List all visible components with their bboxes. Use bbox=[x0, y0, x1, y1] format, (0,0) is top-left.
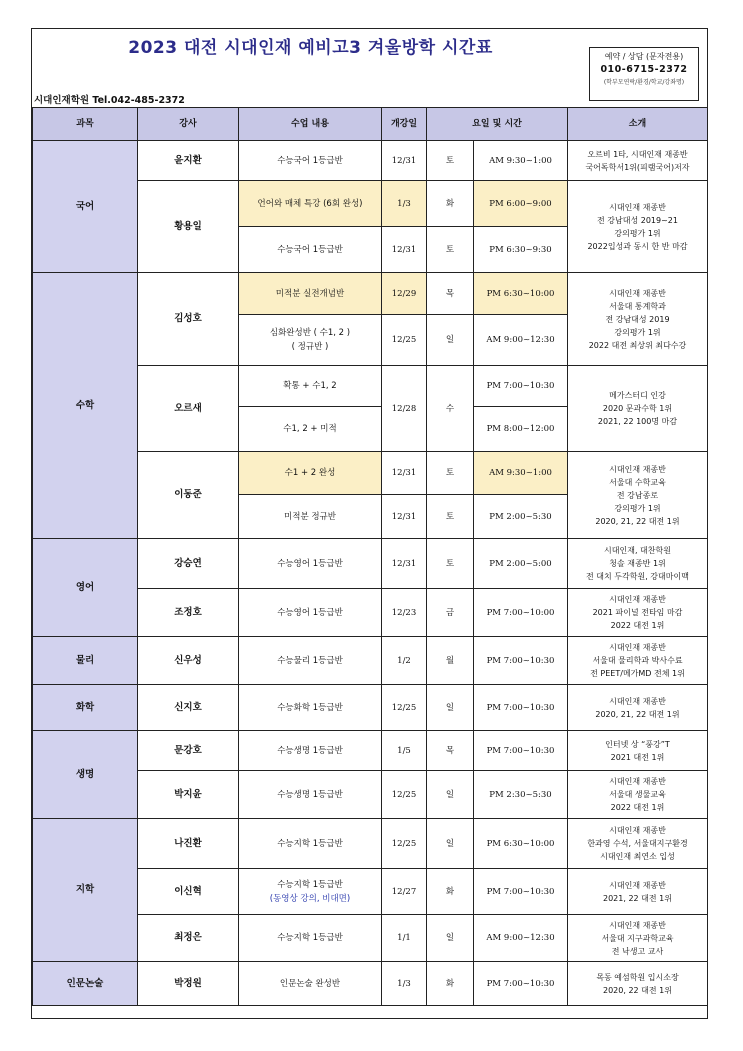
col-day-time: 요일 및 시간 bbox=[427, 108, 568, 141]
time-cell: PM 7:00~10:30 bbox=[474, 637, 568, 685]
intro-cell: 시대인재, 대찬학원 청솔 재종반 1위 전 대치 두각학원, 강대마이맥 bbox=[568, 539, 708, 589]
start-cell: 12/28 bbox=[382, 366, 427, 452]
start-cell: 12/31 bbox=[382, 141, 427, 181]
start-cell: 12/31 bbox=[382, 227, 427, 273]
start-cell: 1/5 bbox=[382, 731, 427, 771]
intro-cell: 시대인재 재종반 2020, 21, 22 대전 1위 bbox=[568, 685, 708, 731]
start-cell: 12/25 bbox=[382, 685, 427, 731]
time-cell: PM 8:00~12:00 bbox=[474, 407, 568, 452]
schedule-table bbox=[32, 107, 708, 1006]
content-cell: 미적분 정규반 bbox=[239, 495, 382, 539]
intro-cell: 오르비 1타, 시대인재 재종반 국어독학서1위(피램국어)저자 bbox=[568, 141, 708, 181]
day-cell: 토 bbox=[427, 452, 474, 495]
table-row bbox=[33, 141, 708, 181]
start-cell: 12/25 bbox=[382, 315, 427, 366]
start-cell: 12/25 bbox=[382, 771, 427, 819]
page-title: 2023 대전 시대인재 예비고3 겨울방학 시간표 bbox=[128, 38, 493, 58]
start-cell: 1/2 bbox=[382, 637, 427, 685]
start-cell: 12/23 bbox=[382, 589, 427, 637]
teacher-cell: 조정호 bbox=[138, 589, 239, 637]
content-cell: 수능지학 1등급반 bbox=[239, 915, 382, 962]
teacher-cell: 황용일 bbox=[138, 181, 239, 273]
col-teacher: 강사 bbox=[138, 108, 239, 141]
content-cell: 심화완성반 ( 수1, 2 ) ( 정규반 ) bbox=[239, 315, 382, 366]
start-cell: 12/29 bbox=[382, 273, 427, 315]
time-cell: PM 6:30~9:30 bbox=[474, 227, 568, 273]
start-cell: 12/25 bbox=[382, 819, 427, 869]
teacher-cell: 박지윤 bbox=[138, 771, 239, 819]
contact-box bbox=[589, 47, 699, 101]
table-row bbox=[33, 731, 708, 771]
intro-cell: 시대인재 재종반 전 강남대성 2019~21 강의평가 1위 2022입성과 동시 한 반 마감 bbox=[568, 181, 708, 273]
col-subject: 과목 bbox=[33, 108, 138, 141]
subject-cell: 지학 bbox=[33, 819, 138, 962]
day-cell: 토 bbox=[427, 495, 474, 539]
intro-cell: 시대인재 재종반 서울대 수학교육 전 강남종로 강의평가 1위 2020, 21, 22 대전 1위 bbox=[568, 452, 708, 539]
time-cell: AM 9:30~1:00 bbox=[474, 141, 568, 181]
col-start: 개강일 bbox=[382, 108, 427, 141]
table-row bbox=[33, 637, 708, 685]
day-cell: 화 bbox=[427, 869, 474, 915]
teacher-cell: 오르새 bbox=[138, 366, 239, 452]
time-cell: PM 6:30~10:00 bbox=[474, 273, 568, 315]
intro-cell: 시대인재 재종반 서울대 생물교육 2022 대전 1위 bbox=[568, 771, 708, 819]
intro-cell: 시대인재 재종반 한과영 수석, 서울대지구환경 시대인재 최연소 입성 bbox=[568, 819, 708, 869]
teacher-cell: 이동준 bbox=[138, 452, 239, 539]
teacher-cell: 이신혁 bbox=[138, 869, 239, 915]
subject-cell: 영어 bbox=[33, 539, 138, 637]
time-cell: PM 2:30~5:30 bbox=[474, 771, 568, 819]
subject-cell: 국어 bbox=[33, 141, 138, 273]
col-intro: 소개 bbox=[568, 108, 708, 141]
day-cell: 토 bbox=[427, 227, 474, 273]
start-cell: 12/31 bbox=[382, 539, 427, 589]
intro-cell: 메가스터디 인강 2020 문과수학 1위 2021, 22 100명 마감 bbox=[568, 366, 708, 452]
time-cell: PM 2:00~5:00 bbox=[474, 539, 568, 589]
time-cell: AM 9:00~12:30 bbox=[474, 315, 568, 366]
time-cell: PM 7:00~10:30 bbox=[474, 962, 568, 1006]
intro-cell: 시대인재 재종반 서울대 지구과학교육 전 낙생고 교사 bbox=[568, 915, 708, 962]
content-cell: 미적분 실전개념반 bbox=[239, 273, 382, 315]
day-cell: 일 bbox=[427, 771, 474, 819]
content-cell: 수능생명 1등급반 bbox=[239, 771, 382, 819]
day-cell: 금 bbox=[427, 589, 474, 637]
time-cell: AM 9:30~1:00 bbox=[474, 452, 568, 495]
contact-label: 예약 / 상담 (문자전용) bbox=[604, 52, 684, 61]
content-cell: 수1, 2 + 미적 bbox=[239, 407, 382, 452]
teacher-cell: 나진환 bbox=[138, 819, 239, 869]
time-cell: PM 2:00~5:30 bbox=[474, 495, 568, 539]
teacher-cell: 강승연 bbox=[138, 539, 239, 589]
content-cell: 수능물리 1등급반 bbox=[239, 637, 382, 685]
day-cell: 화 bbox=[427, 181, 474, 227]
contact-phone: 010-6715-2372 bbox=[600, 64, 688, 75]
content-cell: 수1 + 2 완성 bbox=[239, 452, 382, 495]
content-cell bbox=[239, 869, 382, 915]
content-cell: 수능지학 1등급반 bbox=[239, 819, 382, 869]
day-cell: 토 bbox=[427, 141, 474, 181]
teacher-cell: 김성호 bbox=[138, 273, 239, 366]
content-cell: 언어와 매체 특강 (6회 완성) bbox=[239, 181, 382, 227]
subject-cell: 인문논술 bbox=[33, 962, 138, 1006]
table-row bbox=[33, 539, 708, 589]
schedule-body bbox=[33, 141, 708, 1006]
intro-cell: 시대인재 재종반 2021 파이널 전타임 마감 2022 대전 1위 bbox=[568, 589, 708, 637]
teacher-cell: 윤지환 bbox=[138, 141, 239, 181]
intro-cell: 시대인재 재종반 2021, 22 대전 1위 bbox=[568, 869, 708, 915]
col-content: 수업 내용 bbox=[239, 108, 382, 141]
subject-cell: 물리 bbox=[33, 637, 138, 685]
day-cell: 수 bbox=[427, 366, 474, 452]
content-cell: 수능국어 1등급반 bbox=[239, 141, 382, 181]
intro-cell: 시대인재 재종반 서울대 물리학과 박사수료 전 PEET/메가MD 전체 1위 bbox=[568, 637, 708, 685]
time-cell: PM 7:00~10:30 bbox=[474, 685, 568, 731]
subject-cell: 생명 bbox=[33, 731, 138, 819]
teacher-cell: 문강호 bbox=[138, 731, 239, 771]
teacher-cell: 박정원 bbox=[138, 962, 239, 1006]
intro-cell: 인터넷 상 “풍강”T 2021 대전 1위 bbox=[568, 731, 708, 771]
intro-cell: 목동 예섬학원 입시소장 2020, 22 대전 1위 bbox=[568, 962, 708, 1006]
day-cell: 목 bbox=[427, 731, 474, 771]
contact-note: (학부모연락/환경/학교/강좌명) bbox=[603, 79, 685, 86]
day-cell: 일 bbox=[427, 915, 474, 962]
content-cell: 수능국어 1등급반 bbox=[239, 227, 382, 273]
table-row bbox=[33, 685, 708, 731]
content-cell: 수능생명 1등급반 bbox=[239, 731, 382, 771]
content-cell: 수능화학 1등급반 bbox=[239, 685, 382, 731]
content-note: (동영상 강의, 비대면) bbox=[269, 893, 351, 904]
intro-cell: 시대인재 재종반 서울대 통계학과 전 강남대성 2019 강의평가 1위 2022 대전 최상위 최다수강 bbox=[568, 273, 708, 366]
day-cell: 토 bbox=[427, 539, 474, 589]
timetable-sheet bbox=[31, 28, 708, 1019]
day-cell: 월 bbox=[427, 637, 474, 685]
time-cell: AM 9:00~12:30 bbox=[474, 915, 568, 962]
start-cell: 12/27 bbox=[382, 869, 427, 915]
content-cell: 인문논술 완성반 bbox=[239, 962, 382, 1006]
start-cell: 1/3 bbox=[382, 181, 427, 227]
time-cell: PM 7:00~10:30 bbox=[474, 869, 568, 915]
day-cell: 목 bbox=[427, 273, 474, 315]
start-cell: 1/1 bbox=[382, 915, 427, 962]
teacher-cell: 최정은 bbox=[138, 915, 239, 962]
table-row bbox=[33, 273, 708, 315]
time-cell: PM 7:00~10:00 bbox=[474, 589, 568, 637]
table-row bbox=[33, 962, 708, 1006]
day-cell: 일 bbox=[427, 315, 474, 366]
time-cell: PM 7:00~10:30 bbox=[474, 366, 568, 407]
content-cell: 확통 + 수1, 2 bbox=[239, 366, 382, 407]
start-cell: 1/3 bbox=[382, 962, 427, 1006]
day-cell: 일 bbox=[427, 685, 474, 731]
content-cell: 수능영어 1등급반 bbox=[239, 589, 382, 637]
start-cell: 12/31 bbox=[382, 452, 427, 495]
teacher-cell: 신지호 bbox=[138, 685, 239, 731]
time-cell: PM 6:30~10:00 bbox=[474, 819, 568, 869]
day-cell: 화 bbox=[427, 962, 474, 1006]
time-cell: PM 7:00~10:30 bbox=[474, 731, 568, 771]
time-cell: PM 6:00~9:00 bbox=[474, 181, 568, 227]
content-line: 수능지학 1등급반 bbox=[277, 879, 343, 890]
content-cell: 수능영어 1등급반 bbox=[239, 539, 382, 589]
academy-phone: 시대인재학원 Tel.042-485-2372 bbox=[34, 95, 185, 106]
start-cell: 12/31 bbox=[382, 495, 427, 539]
teacher-cell: 신우성 bbox=[138, 637, 239, 685]
subject-cell: 수학 bbox=[33, 273, 138, 539]
day-cell: 일 bbox=[427, 819, 474, 869]
table-row bbox=[33, 819, 708, 869]
subject-cell: 화학 bbox=[33, 685, 138, 731]
header-row bbox=[33, 108, 708, 141]
